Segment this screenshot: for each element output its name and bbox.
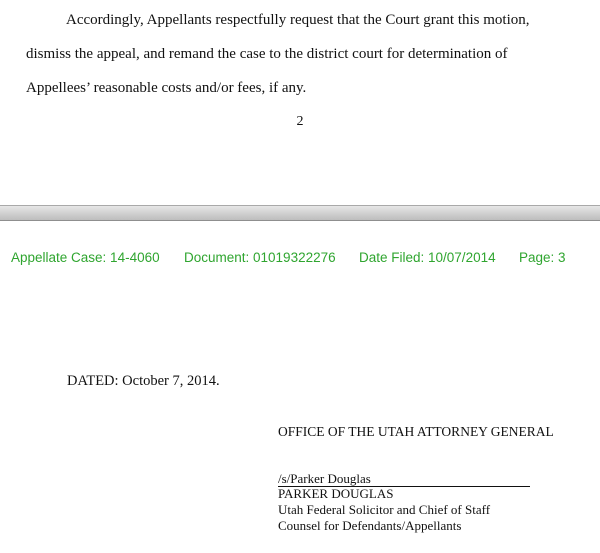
page-2 <box>0 0 600 205</box>
stamp-date-filed: Date Filed: 10/07/2014 <box>359 250 496 265</box>
paragraph-line-2: dismiss the appeal, and remand the case to the district court for determination of <box>26 46 508 62</box>
signer-role: Counsel for Defendants/Appellants <box>278 518 462 533</box>
signer-title: Utah Federal Solicitor and Chief of Staff <box>278 502 491 517</box>
stamp-page: Page: 3 <box>519 250 566 265</box>
paragraph-line-1: Accordingly, Appellants respectfully request that the Court grant this motion, <box>66 12 530 28</box>
electronic-signature: /s/Parker Douglas <box>278 471 371 486</box>
page-separator <box>0 205 600 221</box>
page-number: 2 <box>296 114 304 129</box>
office-heading: OFFICE OF THE UTAH ATTORNEY GENERAL <box>278 424 554 439</box>
dated-line: DATED: October 7, 2014. <box>67 373 220 389</box>
stamp-document-number: Document: 01019322276 <box>184 250 336 265</box>
stamp-case-number: Appellate Case: 14-4060 <box>11 250 160 265</box>
signer-name: PARKER DOUGLAS <box>278 486 394 501</box>
paragraph-line-3: Appellees’ reasonable costs and/or fees, if any. <box>26 80 307 96</box>
